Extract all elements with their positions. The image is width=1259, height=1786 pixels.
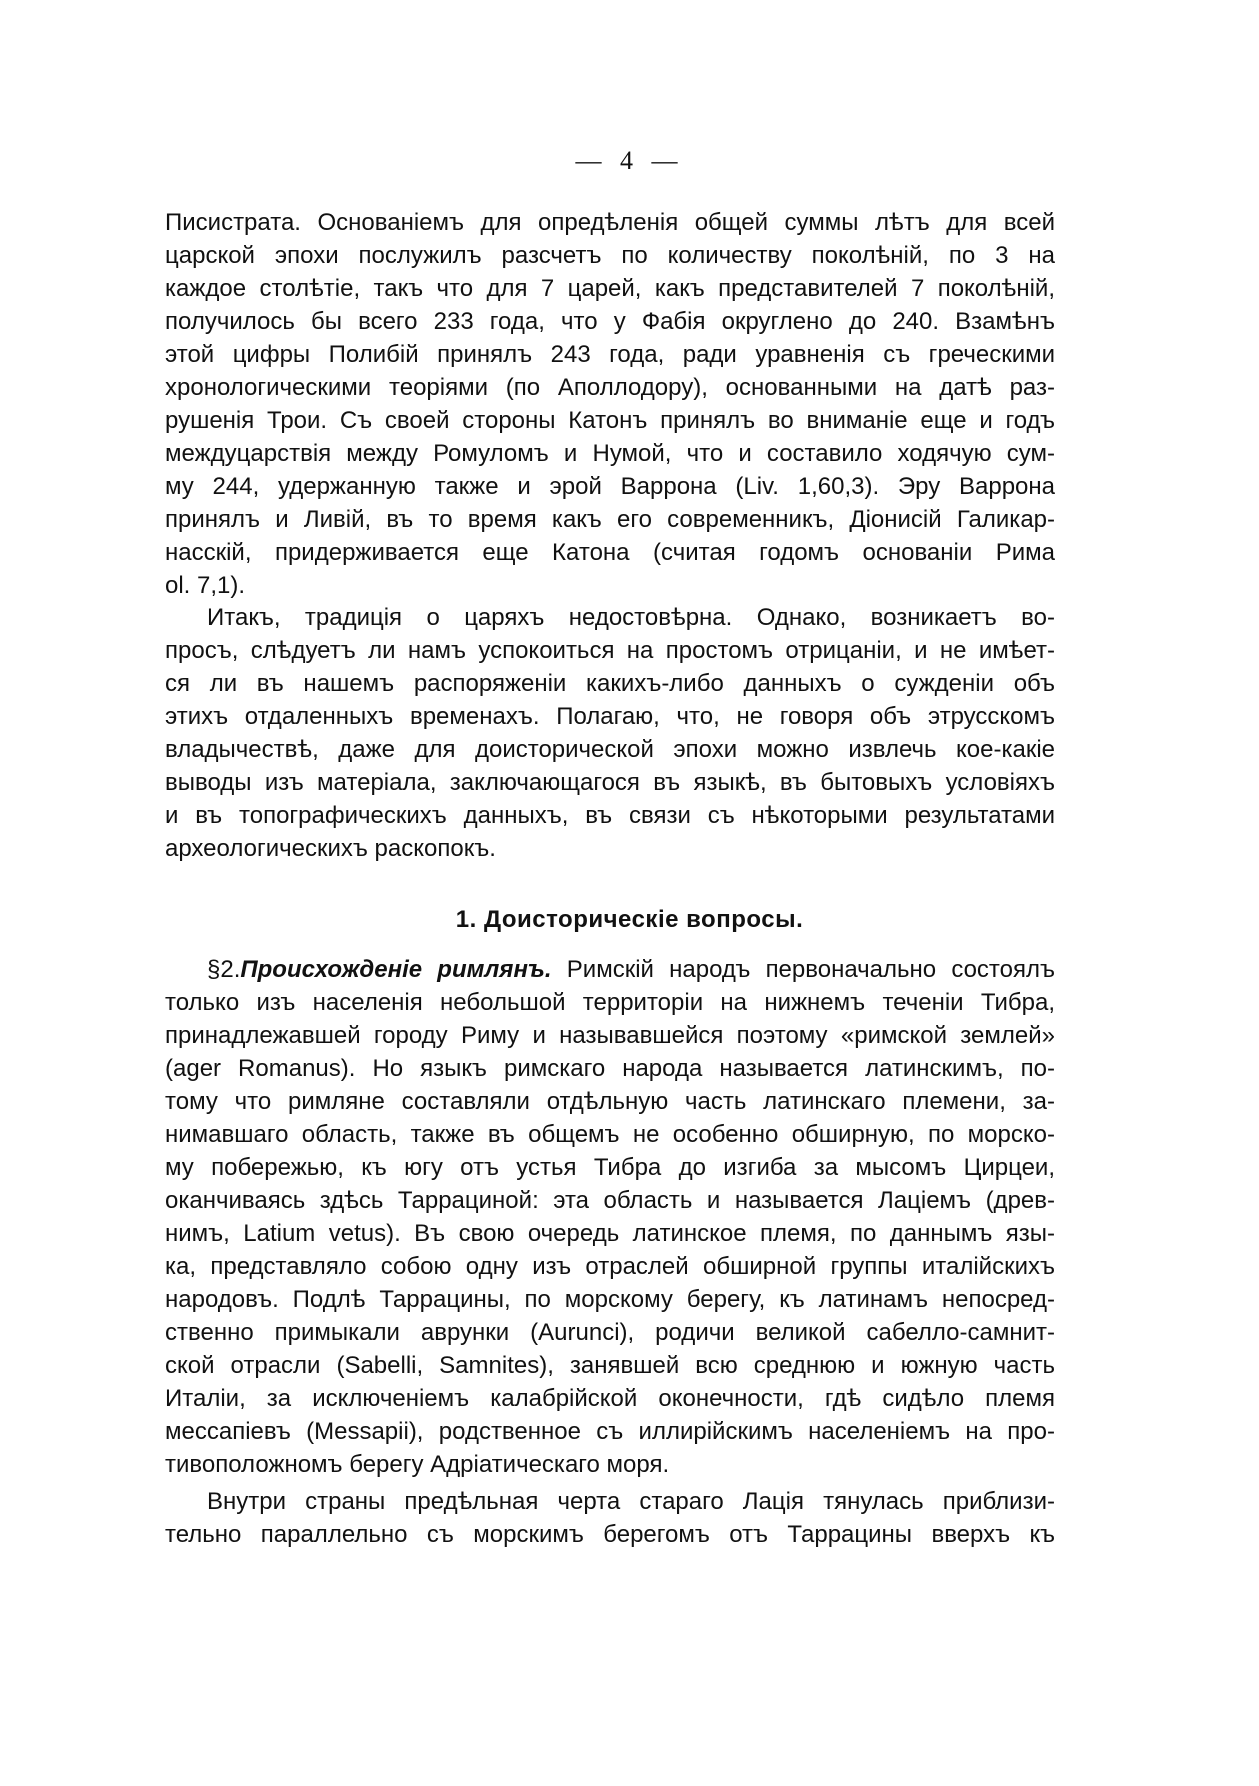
- text-line: принялъ и Ливій, въ то время какъ его современникъ, Діонисій Галикар-: [165, 506, 1055, 533]
- page-number: — 4 —: [575, 146, 684, 175]
- text-line: этой цифры Полибій принялъ 243 года, ради уравненія съ греческими: [165, 341, 1055, 368]
- text-line: тельно параллельно съ морскимъ берегомъ отъ Таррацины вверхъ къ: [165, 1521, 1055, 1548]
- paragraph-4: [165, 1485, 1055, 1551]
- text-line: (ager Romanus). Но языкъ римскаго народа называется латинскимъ, по-: [165, 1055, 1055, 1082]
- section-heading: 1. Доисторическіе вопросы.: [455, 906, 804, 933]
- text-line: нимъ, Latium vetus). Въ свою очередь латинское племя, по даннымъ язы-: [165, 1220, 1055, 1247]
- text-line: ol. 7,1).: [165, 572, 246, 599]
- text-line: археологическихъ раскопокъ.: [165, 835, 496, 862]
- text-line: междуцарствія между Ромуломъ и Нумой, что и составило ходячую сум-: [165, 440, 1055, 467]
- text-line: ся ли въ нашемъ распоряженіи какихъ-либо данныхъ о сужденіи объ: [165, 670, 1055, 697]
- text-line: нимавшаго область, также въ общемъ не особенно обширную, по морско-: [165, 1121, 1055, 1148]
- text-line: насскій, придерживается еще Катона (считая годомъ основаніи Рима: [165, 539, 1055, 566]
- text-line: царской эпохи послужилъ разсчетъ по количеству поколѣній, по 3 на: [165, 242, 1055, 269]
- text-line: Писистрата. Основаніемъ для опредѣленія общей суммы лѣтъ для всей: [165, 209, 1055, 236]
- text-line: хронологическими теоріями (по Аполлодору), основанными на датѣ раз-: [165, 374, 1055, 401]
- text-line: выводы изъ матеріала, заключающагося въ языкѣ, въ бытовыхъ условіяхъ: [165, 769, 1055, 796]
- text-line: получилось бы всего 233 года, что у Фабія округлено до 240. Взамѣнъ: [165, 308, 1055, 335]
- text-line: му 244, удержанную также и эрой Варрона (Liv. 1,60,3). Эру Варрона: [165, 473, 1055, 500]
- section-mark: §2.: [207, 956, 241, 983]
- text-line: тивоположномъ берегу Адріатическаго моря.: [165, 1451, 670, 1478]
- text-line: ственно примыкали аврунки (Aurunci), родичи великой сабелло-самнит-: [165, 1319, 1055, 1346]
- section-title: Происхожденіе римлянъ.: [240, 956, 552, 983]
- paragraph-3: [165, 953, 1055, 1481]
- text-line: этихъ отдаленныхъ временахъ. Полагаю, что, не говоря объ этрусскомъ: [165, 703, 1055, 730]
- text-line: ка, представляло собою одну изъ отраслей обширной группы италійскихъ: [165, 1253, 1055, 1280]
- text-line: принадлежавшей городу Риму и называвшейся поэтому «римской землей»: [165, 1022, 1055, 1049]
- text-line: просъ, слѣдуетъ ли намъ успокоиться на простомъ отрицаніи, и не имѣет-: [165, 637, 1055, 664]
- paragraph-2: [165, 601, 1055, 865]
- text-line: [165, 953, 1055, 986]
- text-line: ской отрасли (Sabelli, Samnites), занявшей всю среднюю и южную часть: [165, 1352, 1055, 1379]
- text-line: каждое столѣтіе, такъ что для 7 царей, какъ представителей 7 поколѣній,: [165, 275, 1055, 302]
- first-line-text: Римскій народъ первоначально состоялъ: [566, 956, 1056, 983]
- text-line: Италіи, за исключеніемъ калабрійской оконечности, гдѣ сидѣло племя: [165, 1385, 1055, 1412]
- text-line: только изъ населенія небольшой территоріи на нижнемъ теченіи Тибра,: [165, 989, 1055, 1016]
- text-line: народовъ. Подлѣ Таррацины, по морскому берегу, къ латинамъ непосред-: [165, 1286, 1055, 1313]
- text-line: тому что римляне составляли отдѣльную часть латинскаго племени, за-: [165, 1088, 1055, 1115]
- text-line: Итакъ, традиція о царяхъ недостовѣрна. Однако, возникаетъ во-: [207, 604, 1055, 631]
- text-line: владычествѣ, даже для доисторической эпохи можно извлечь кое-какіе: [165, 736, 1055, 763]
- text-line: Внутри страны предѣльная черта стараго Лація тянулась приблизи-: [207, 1488, 1055, 1515]
- text-line: оканчиваясь здѣсь Таррациной: эта область и называется Лаціемъ (древ-: [165, 1187, 1055, 1214]
- paragraph-1: [165, 206, 1055, 602]
- text-line: и въ топографическихъ данныхъ, въ связи съ нѣкоторыми результатами: [165, 802, 1055, 829]
- text-line: мессапіевъ (Messapii), родственное съ иллирійскимъ населеніемъ на про-: [165, 1418, 1055, 1445]
- text-line: рушенія Трои. Съ своей стороны Катонъ принялъ во вниманіе еще и годъ: [165, 407, 1055, 434]
- text-line: му побережью, къ югу отъ устья Тибра до изгиба за мысомъ Цирцеи,: [165, 1154, 1055, 1181]
